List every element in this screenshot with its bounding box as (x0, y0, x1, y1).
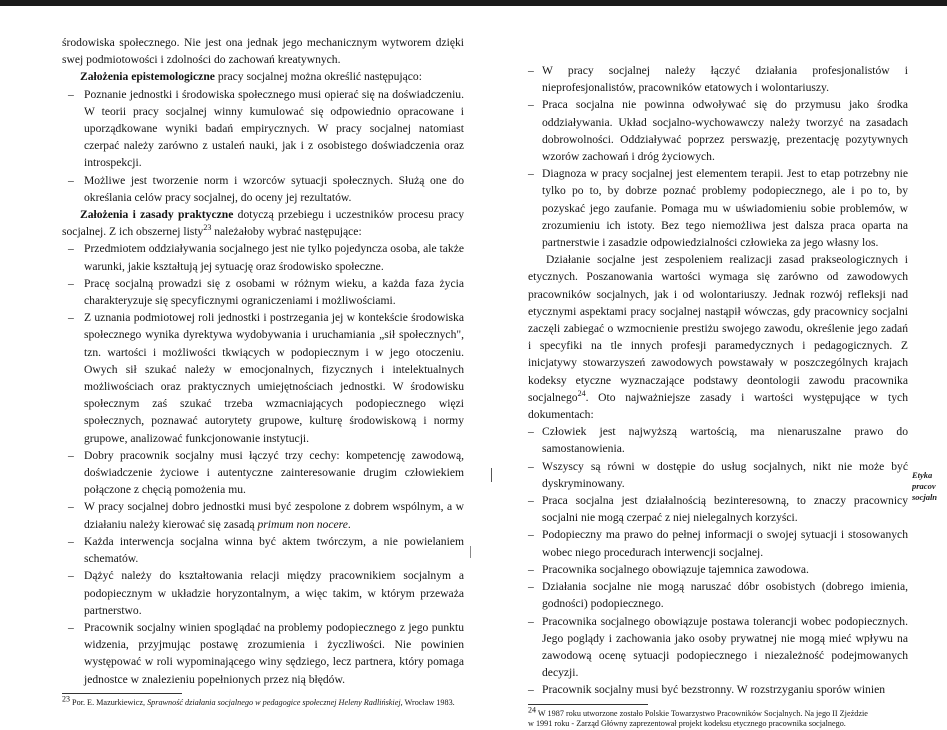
text: Por. E. Mazurkiewicz, (72, 697, 148, 707)
list-item: – Pracownika socjalnego obowiązuje tajemnica zawodowa. (528, 561, 908, 578)
footnote-number: 24 (528, 704, 536, 714)
list-item: – Możliwe jest tworzenie norm i wzorców sytuacji społecznych. Służą one do określania celów pracy socjalnej, do oceny jej rezultatów. (62, 172, 464, 206)
list-item: – Pracownika socjalnego obowiązuje postawa tolerancji wobec podopiecznych. Jego poglądy i zachowania jako osoby prywatnej nie mogą mieć wpływu na zawodową ocenę sytuacji podopiecznego i niezależność podejmowanych decyzji. (528, 613, 908, 682)
list-item: – Dobry pracownik socjalny musi łączyć trzy cechy: kompetencję zawodową, doświadczenie życiowe i autentyczne zainteresowanie drugim człowiekiem połączone z chęcią pomożenia mu. (62, 447, 464, 499)
list-item: – Wszyscy są równi w dostępie do usług socjalnych, nikt nie może być dyskryminowany. (528, 458, 908, 492)
paragraph (62, 68, 464, 85)
footnote-rule (528, 704, 648, 705)
italic-phrase: primum non nocere (257, 517, 348, 531)
italic-title: Sprawność działania socjalnego w pedagogice społecznej Heleny Radlińskiej (147, 697, 401, 707)
text: należałoby wybrać następujące: (211, 225, 362, 239)
gutter-mark (491, 468, 492, 482)
paragraph: środowiska społecznego. Nie jest ona jednak jego mechanicznym wytworem dzięki swej podmiotowości i zdolności do zachowań kreatywnych. (62, 36, 464, 67)
gutter-mark (470, 546, 471, 558)
footnote-ref: 24 (577, 389, 586, 398)
list-item: – Przedmiotem oddziaływania socjalnego jest nie tylko pojedyncza osoba, ale także warunki, jakie kształtują jej sytuację oraz środowisko społeczne. (62, 240, 464, 274)
list-item: – Pracownik socjalny winien spoglądać na problemy podopiecznego z jego punktu widzenia, przyjmując postawę zrozumienia i życzliwości. Nie powinien występować w roli wypominającego winy sędziego, lecz partnera, który pomaga jednostce w znalezieniu popełnionych przez nią błędów. (62, 619, 464, 688)
paragraph (62, 206, 464, 240)
margin-note-line: socjaln (912, 492, 938, 502)
list-item (62, 498, 464, 532)
footnote-rule (62, 693, 182, 694)
margin-note-line: pracov (912, 481, 936, 491)
margin-note (912, 470, 947, 503)
footnote (528, 704, 908, 730)
list-item: – Praca socjalna jest działalnością bezinteresowną, to znaczy pracownicy socjalni nie mogą czerpać z niej nielegalnych korzyści. (528, 492, 908, 526)
footnote-ref: 23 (203, 223, 212, 233)
footnote-line: W 1987 roku utworzone zostało Polskie Towarzystwo Pracowników Socjalnych. Na jego II Zjeździe (537, 708, 868, 718)
margin-note-line: Etyka (912, 470, 933, 480)
bold-heading: Założenia i zasady praktyczne (80, 208, 234, 222)
scan-top-edge (0, 0, 947, 6)
text: . Oto najważniejsze zasady i wartości występujące w tych dokumentach: (528, 390, 908, 422)
list-item: – Podopieczny ma prawo do pełnej informacji o swojej sytuacji i stosowanych wobec niego procedurach interwencji socjalnej. (528, 526, 908, 560)
list-item: – Pracę socjalną prowadzi się z osobami w różnym wieku, a każda faza życia charakteryzuje się specyficznymi ograniczeniami i możliwościami. (62, 275, 464, 309)
list-item: – Pracownik socjalny musi być bezstronny. W rozstrzyganiu sporów winien (528, 681, 908, 698)
list-item: – Praca socjalna nie powinna odwoływać się do przymusu jako środka oddziaływania. Układ socjalno-wychowawczy należy tworzyć na zasadach dobrowolności. Oddziaływać poprzez perswazję, prezentację pozytywnych wzorów zachowań i dróg życiowych. (528, 96, 908, 165)
list-item: – Każda interwencja socjalna winna być aktem twórczym, a nie powielaniem schematów. (62, 533, 464, 567)
text: , Wrocław 1983. (400, 697, 455, 707)
text: . (347, 517, 351, 531)
list-item: – Z uznania podmiotowej roli jednostki i postrzegania jej w kontekście środowiska społecznego wynika dyrektywa wydobywania i uruchamiania „sił społecznych", tzn. wartości i możliwości tkwiących w podopiecznym i w jego otoczeniu. Owych sił szukać należy w emocjonalnych, fizycznych i intelektualnych możliwościach oraz praktycznych umiejętnościach jednostki. W środowisku społecznym zaś szukać trzeba wzmacniających podopiecznego więzi społecznych, poznawać autorytety grupowe, kulturę środowiskową i normy grupowe, analizować funkcjonowanie instytucji. (62, 309, 464, 447)
right-page (528, 62, 908, 730)
bold-heading: Założenia epistemologiczne (80, 70, 215, 84)
list-item: – Diagnoza w pracy socjalnej jest elementem terapii. Jest to etap potrzebny nie tylko po to, by dobrze poznać problemy podopiecznego, ale i po to, by pozyskać jego zaufanie. Pomaga mu w uświadomieniu sobie problemów, w zrozumieniu ich istoty. Bez tego niemożliwa jest dalsza praca oparta na partnerstwie i zasadzie odpowiedzialności człowieka za jego własny los. (528, 165, 908, 251)
text: Działanie socjalne jest zespoleniem realizacji zasad prakseologicznych i etycznych. Poszanowania wartości wymaga się zarówno od zawodowych pracowników socjalnych, jak i od wolontariuszy. Jednak rozwój refleksji nad etycznymi aspektami pracy socjalnej nastąpił wówczas, gdy pracownicy socjalni zaczęli zabiegać o wzmocnienie prestiżu swojego zawodu, określenie jego zadań i specyfiki na tle innych profesji paramedycznych i pedagogicznych. Z inicjatywy stowarzyszeń zawodowych powstawały w poszczególnych krajach kodeksy etyczne wyznaczające podstawy deontologii zawodu pracownika socjalnego (528, 253, 908, 404)
list-item: – W pracy socjalnej należy łączyć działania profesjonalistów i nieprofesjonalistów, pracowników etatowych i wolontariuszy. (528, 62, 908, 96)
list-item: – Człowiek jest najwyższą wartością, ma nienaruszalne prawo do samostanowienia. (528, 423, 908, 457)
list-item: – Poznanie jednostki i środowiska społecznego musi opierać się na doświadczeniu. W teorii pracy socjalnej winny kumulować się odpowiednio opracowane i uporządkowane wyniki badań empirycznych. W pracy socjalnej natomiast czerpać należy zarówno z ustaleń nauki, jak i z osobistego doświadczenia oraz introspekcji. (62, 86, 464, 172)
left-page (62, 34, 464, 708)
footnote-line: w 1991 roku - Zarząd Główny zaprezentował projekt kodeksu etycznego pracownika socjalnego. (528, 719, 846, 729)
text: W pracy socjalnej dobro jednostki musi być zespolone z dobrem wspólnym, a w działaniu należy kierować się zasadą (84, 500, 464, 531)
text: dotyczą przebiegu i uczestników procesu pracy socjalnej. Z ich obszernej listy (62, 208, 464, 239)
list-item: – Dążyć należy do kształtowania relacji między pracownikiem socjalnym a podopiecznym w układzie horyzontalnym, a więc takim, w którym przeważa partnerstwo. (62, 567, 464, 619)
paragraph (528, 251, 908, 423)
list-item: – Działania socjalne nie mogą naruszać dóbr osobistych (dobrego imienia, godności) podopiecznego. (528, 578, 908, 612)
text: pracy socjalnej można określić następująco: (214, 70, 422, 84)
footnote-number: 23 (62, 693, 70, 703)
footnote (62, 693, 464, 709)
